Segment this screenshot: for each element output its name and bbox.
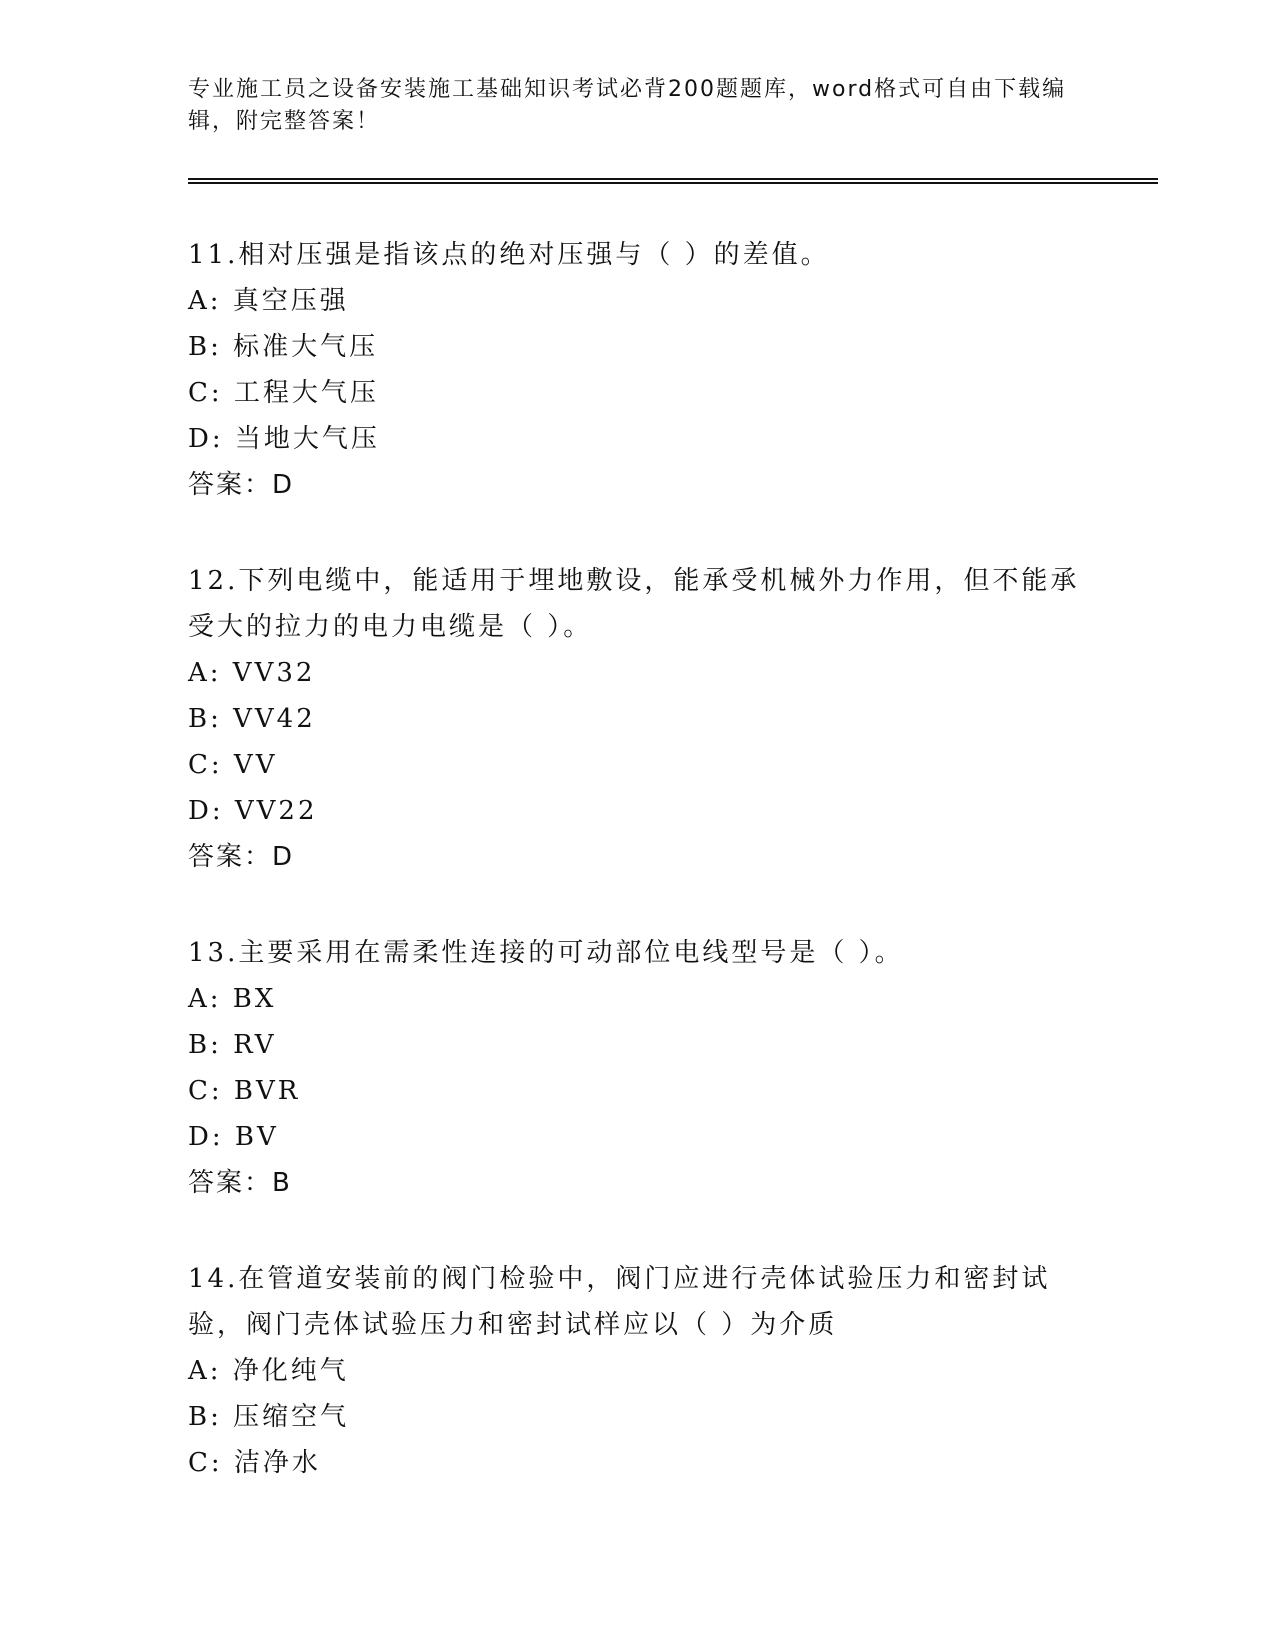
option-a: A: BX xyxy=(188,984,277,1014)
option-a: A: VV32 xyxy=(188,658,316,688)
question-12 xyxy=(188,558,1088,880)
option-a: A: 真空压强 xyxy=(188,286,349,316)
option-c: C: 工程大气压 xyxy=(188,378,379,408)
header-divider xyxy=(188,178,1158,184)
question-list xyxy=(188,232,1088,1536)
option-d: D: VV22 xyxy=(188,796,318,826)
answer: 答案：B xyxy=(188,1168,292,1198)
question-11 xyxy=(188,232,1088,508)
question-14 xyxy=(188,1256,1088,1486)
option-c: C: 洁净水 xyxy=(188,1448,321,1478)
question-13 xyxy=(188,930,1088,1206)
option-a: A: 净化纯气 xyxy=(188,1356,349,1386)
option-b: B: VV42 xyxy=(188,704,316,734)
question-stem: 11.相对压强是指该点的绝对压强与（ ）的差值。 xyxy=(188,240,830,270)
question-stem: 13.主要采用在需柔性连接的可动部位电线型号是（ ）。 xyxy=(188,938,904,968)
option-b: B: 标准大气压 xyxy=(188,332,379,362)
option-b: B: RV xyxy=(188,1030,277,1060)
answer: 答案：D xyxy=(188,842,295,872)
option-d: D: 当地大气压 xyxy=(188,424,380,454)
answer: 答案：D xyxy=(188,470,295,500)
document-header: 专业施工员之设备安装施工基础知识考试必背200题题库，word格式可自由下载编辑，附完整答案！ xyxy=(188,77,1067,134)
question-stem: 14.在管道安装前的阀门检验中，阀门应进行壳体试验压力和密封试验，阀门壳体试验压力和密封试样应以（ ）为介质 xyxy=(188,1264,1051,1340)
question-stem: 12.下列电缆中，能适用于埋地敷设，能承受机械外力作用，但不能承受大的拉力的电力电缆是（ ）。 xyxy=(188,566,1080,642)
option-d: D: BV xyxy=(188,1122,279,1152)
option-c: C: BVR xyxy=(188,1076,301,1106)
option-b: B: 压缩空气 xyxy=(188,1402,350,1432)
option-c: C: VV xyxy=(188,750,278,780)
